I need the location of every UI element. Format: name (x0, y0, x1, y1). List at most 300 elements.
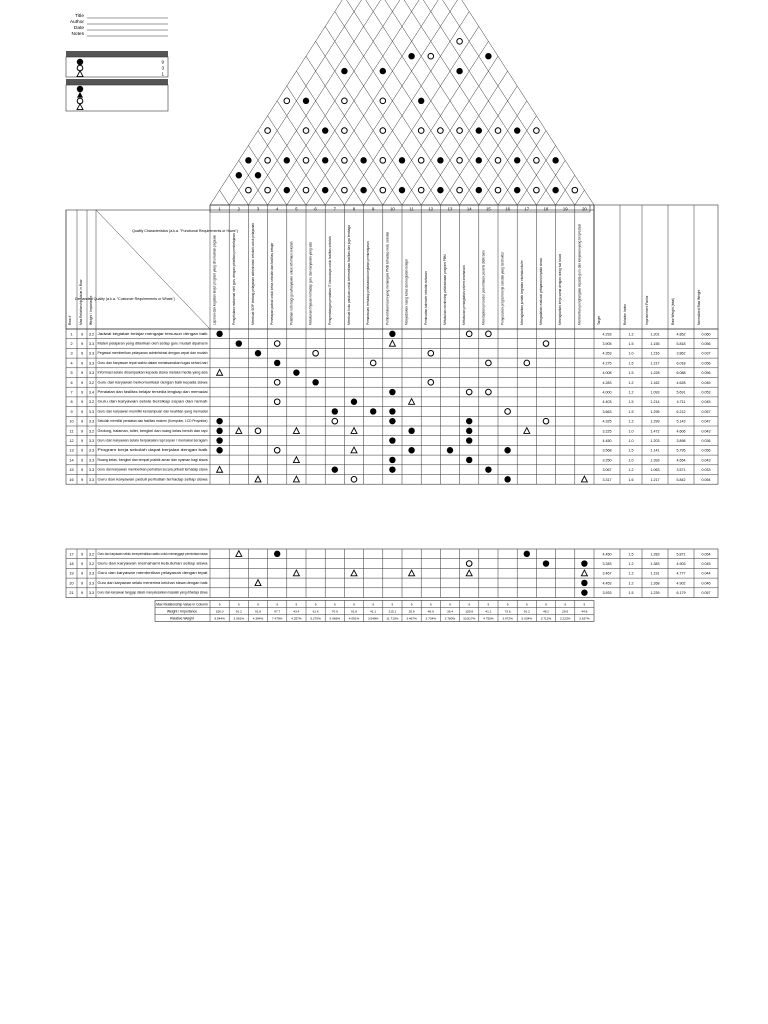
relationship-strong (216, 418, 222, 424)
row-weight: 3.3 (88, 581, 95, 586)
right-value: 1.5 (628, 591, 634, 596)
summary-value: 61.6 (312, 609, 319, 614)
row-weight: 3.3 (88, 571, 95, 576)
column-header (66, 205, 718, 329)
roof-correlation-medium (457, 187, 463, 193)
right-value: 1.5 (628, 409, 634, 414)
demanded-quality-text: Guru dan karyawan peduli perhatian terhadap setiap siswa (97, 477, 208, 482)
row-number: 2 (70, 341, 73, 346)
right-value: 4.902 (676, 581, 686, 586)
summary-value: 3.637% (579, 616, 590, 621)
column-label: Pengelolaan maksimal oleh guru dengan pelatihan pembelajaran (231, 233, 236, 325)
roof-correlation-medium (342, 158, 348, 164)
demanded-quality-text: Guru dan karyawan memahami kebutuhan setiap siswa (97, 561, 208, 566)
summary-value: 4.755% (483, 616, 494, 621)
summary-value: 9 (276, 602, 279, 607)
right-value: 3.862 (676, 351, 686, 356)
roof-correlation-strong (476, 187, 482, 193)
right-value: 6.212 (676, 409, 686, 414)
summary-value: 9 (468, 602, 471, 607)
demanded-quality-text: Guru dan karyawan memberikan perhatian secara pribadi terhadap siswa (97, 467, 208, 472)
roof-line (536, 160, 565, 205)
summary-value: 9 (391, 602, 394, 607)
demanded-quality-text: Materi pelajaran yang diberikan oleh setiap guru mudah dipahami (97, 341, 208, 346)
row-number: 4 (70, 361, 73, 366)
relationship-matrix (66, 329, 718, 598)
right-value: 1.5 (628, 400, 634, 405)
column-label: Pengembangan peralatan IT khususnya untuk fasilitas sekolah (327, 236, 332, 325)
relationship-strong (581, 560, 587, 566)
right-value: 4.777 (676, 571, 686, 576)
roof-correlation-medium (534, 187, 540, 193)
info-block (70, 13, 168, 37)
row-weight: 3.2 (88, 332, 95, 337)
summary-value: 9 (583, 602, 586, 607)
right-value: 3.225 (602, 429, 612, 434)
roof-correlation-strong (514, 157, 520, 163)
roof-correlation-strong (408, 53, 414, 59)
relationship-strong (389, 418, 395, 424)
row-weight: 3.3 (88, 361, 95, 366)
row-weight: 3.3 (88, 458, 95, 463)
relationship-medium (351, 477, 357, 483)
summary-value: 9 (506, 602, 509, 607)
summary-value: 97.7 (274, 609, 281, 614)
table-row (69, 447, 710, 453)
roof-correlation-strong (514, 187, 520, 193)
table-row (70, 360, 710, 366)
roof-line (325, 0, 459, 205)
right-value: 4.852 (676, 332, 686, 337)
relationship-medium (466, 389, 472, 395)
summary-label: Relative Weight (170, 616, 194, 621)
relationship-strong (312, 379, 318, 385)
right-value: 1.203 (650, 438, 660, 443)
column-number: 14 (466, 206, 472, 212)
right-value: 1.239 (650, 591, 660, 596)
summary-value: 91.2 (235, 609, 242, 614)
column-label: Membuat SOP tentang pelayanan administrasi sekolah untuk pelayanan (251, 222, 255, 325)
right-value: 1.0 (628, 351, 634, 356)
right-value: 0.033 (701, 468, 711, 473)
right-value: 1.2 (628, 571, 634, 576)
summary-value: 9 (257, 602, 259, 607)
demanded-quality-text: Peralatan dan fasilitas belajar tersedia lengkap dan memadai (97, 389, 208, 394)
column-number: 5 (295, 206, 298, 212)
right-value: 1.216 (650, 351, 660, 356)
roof-correlation-strong (485, 53, 491, 59)
summary-value: 48.2 (542, 609, 550, 614)
relationship-medium (524, 360, 530, 366)
demanded-quality-text: Gedung, halaman, toilet, bengkel dan ruang kelas bersih dan rapi (97, 428, 208, 433)
right-value: 1.295 (650, 409, 660, 414)
roof-line (354, 0, 498, 205)
right-value: 1.0 (628, 429, 634, 434)
relationship-strong (447, 447, 453, 453)
right-value: 4.000 (602, 390, 612, 395)
right-value: 1.5 (628, 448, 634, 453)
right-value: 1.2 (628, 380, 634, 385)
relationship-strong (332, 466, 338, 472)
right-value: 4.453 (602, 581, 612, 586)
right-value: 0.057 (701, 591, 711, 596)
summary-value: 159.8 (465, 609, 474, 614)
table-row (69, 418, 710, 424)
right-value: 4.711 (676, 400, 686, 405)
row-weight: 3.3 (88, 448, 95, 453)
row-max-relationship: 9 (80, 571, 84, 576)
column-number: 4 (276, 206, 279, 212)
right-value: 0.045 (701, 561, 711, 566)
summary-value: 5.966% (329, 616, 341, 621)
right-value: 3.067 (602, 468, 612, 473)
relationship-weak (351, 428, 357, 434)
summary-value: 3.991% (233, 616, 245, 621)
roof-correlation-strong (552, 157, 558, 163)
roof-correlation-strong (514, 127, 520, 133)
right-value: 0.054 (701, 552, 711, 557)
roof-correlation-strong (456, 68, 462, 74)
relationship-weak (293, 476, 299, 482)
right-value: 3.933 (602, 591, 612, 596)
row-number: 8 (70, 400, 73, 405)
summary-value: 44.8 (581, 609, 588, 614)
column-number: 16 (505, 206, 510, 212)
row-max-relationship: 9 (80, 468, 84, 473)
relationship-strong (216, 437, 222, 443)
right-value: 5.795 (676, 448, 686, 453)
row-max-relationship: 9 (80, 561, 84, 566)
right-value: 1.2 (628, 561, 634, 566)
right-value: 3.905 (602, 341, 612, 346)
right-value: 6.018 (676, 361, 686, 366)
column-number: 9 (372, 206, 375, 212)
demanded-quality-text: Jadwal kegiatan belajar mengajar tersusun dengan baik (97, 331, 208, 336)
right-value: 3.663 (602, 409, 612, 414)
row-number: 6 (70, 380, 73, 385)
right-value: 1.2 (628, 581, 634, 586)
relationship-medium (466, 561, 472, 567)
relationship-weak (351, 447, 357, 453)
demanded-quality-text: Guru dan karyawan selalu menerima keluhan siswa dengan baik (97, 580, 208, 585)
row-weight: 3.2 (88, 552, 95, 557)
summary-value: 70.6 (331, 609, 338, 614)
roof-correlation-strong (418, 98, 424, 104)
summary-value: 3.734% (425, 616, 437, 621)
row-number: 10 (69, 419, 74, 424)
info-label: Title (75, 14, 84, 19)
roof-correlation-strong (437, 187, 443, 193)
right-value: 0.046 (701, 581, 711, 586)
column-number: 20 (582, 206, 587, 212)
roof-correlation-strong (360, 157, 366, 163)
column-label: Penetapan jadwal untuk kelas sekolah dan fasilitas belajar (270, 242, 275, 325)
summary-value: 3.548% (367, 616, 379, 621)
roof-correlation-medium (572, 187, 578, 193)
roof-correlation-medium (495, 128, 501, 134)
roof-correlation-medium (418, 128, 424, 134)
relationship-weak (581, 476, 587, 482)
relationship-strong (466, 428, 472, 434)
relationship-weak (351, 570, 357, 576)
summary-value: 73.6 (504, 609, 511, 614)
summary-value: 9 (218, 602, 221, 607)
right-value: 4.903 (676, 561, 686, 566)
row-max-relationship: 9 (80, 448, 84, 453)
roof-correlation-strong (322, 187, 328, 193)
roof-line (316, 41, 422, 205)
roof-correlation-strong (341, 68, 347, 74)
summary-value: 91.2 (523, 609, 530, 614)
row-weight: 3.4 (88, 390, 95, 395)
demanded-quality-text: Pegawai memberikan pelayanan administrasi dengan cepat dan mudah (97, 351, 208, 356)
row-weight: 3.2 (88, 561, 95, 566)
relationship-weak (581, 570, 587, 576)
table-row (70, 350, 710, 356)
right-value: 0.043 (701, 429, 711, 434)
demanded-quality-header: Demanded Quality (a.k.a. "Customer Requirements or Whats") (75, 297, 175, 301)
right-value: 4.606 (676, 429, 686, 434)
column-label: Pembentukan team yang menangani PMB terhadap mutu sekolah (385, 231, 390, 325)
legend-value: 1 (161, 71, 164, 77)
right-value: 1.5 (628, 361, 634, 366)
column-label: Mengadakan evaluasi pelayanan kepada siswa (539, 258, 543, 325)
relationship-medium (505, 409, 511, 415)
summary-value: 9 (429, 602, 432, 607)
row-weight: 3.3 (88, 438, 95, 443)
summary-value: 91.8 (254, 609, 262, 614)
relationship-medium (466, 331, 472, 337)
summary-value: 5.534% (521, 616, 533, 621)
column-number: 13 (447, 206, 453, 212)
row-max-relationship: 9 (80, 380, 84, 385)
roof-correlation-medium (380, 187, 386, 193)
column-label: Memberikan penghargaan kepada guru dan karyawan yang berprestasi (577, 223, 582, 325)
demanded-quality-text: Guru dan karyawan tanggap dalam menyelesaikan masalah yang dihadapi siswa (97, 590, 208, 595)
table-row (70, 399, 710, 405)
relationship-strong (389, 457, 395, 463)
right-value: 5.871 (676, 552, 686, 557)
relationship-medium (428, 380, 434, 386)
right-value: 4.450 (602, 552, 612, 557)
row-max-relationship: 9 (80, 429, 84, 434)
relationship-medium (428, 350, 434, 356)
relationship-medium (543, 341, 549, 347)
column-number: 11 (409, 206, 414, 212)
column-label: Meningkatkan kerja sama dengan orang tua siswa (558, 253, 563, 325)
row-number: 11 (69, 429, 74, 434)
table-row (70, 331, 710, 337)
right-value: 1.141 (650, 448, 660, 453)
roof-correlation-strong (552, 187, 558, 193)
row-max-relationship: 9 (80, 371, 84, 376)
roof-correlation-medium (342, 98, 348, 104)
relationship-medium (274, 399, 280, 405)
legend-value: 3 (161, 65, 164, 71)
demanded-quality-text: Ruang kelas, bengkel dan tempat praktik aman dan nyaman bagi siswa (97, 457, 208, 462)
legend-symbol-strong (77, 86, 83, 92)
relationship-weak (236, 551, 242, 557)
summary-value: 4.394% (252, 616, 264, 621)
roof-correlation-strong (303, 98, 309, 104)
roof-correlation-medium (246, 187, 252, 193)
summary-value: 9 (372, 602, 375, 607)
relationship-strong (389, 437, 395, 443)
legend-bar (66, 51, 168, 57)
roof-line (402, 0, 594, 205)
right-value: 3.317 (602, 477, 612, 482)
row-max-relationship: 9 (80, 552, 84, 557)
summary-value: 2.780% (444, 616, 456, 621)
relationship-strong (370, 408, 376, 414)
right-value: 1.217 (650, 361, 660, 366)
column-label: Menetapkan prosedur penerimaan peserta didik baru (481, 250, 486, 325)
right-value: 5.842 (676, 477, 686, 482)
right-value: 1.201 (650, 332, 660, 337)
relationship-medium (255, 428, 261, 434)
column-number: 12 (428, 206, 434, 212)
table-row (69, 551, 710, 557)
relationship-weak (409, 399, 415, 405)
table-row (69, 580, 710, 586)
row-max-relationship: 9 (80, 477, 84, 482)
summary-value: 11.713% (386, 616, 399, 621)
relationship-strong (389, 331, 395, 337)
summary-label: Max Relationship Value in Column (156, 602, 208, 607)
roof-line (383, 41, 489, 205)
right-value: 1.268 (650, 581, 660, 586)
right-header-label: Relative Index (623, 304, 627, 325)
right-value: 0.056 (701, 341, 711, 346)
relationship-medium (543, 418, 549, 424)
summary-value: 2.222% (559, 616, 571, 621)
demanded-quality-text: Guru dan karyawan memiliki kemampuan dan keahlian yang memadai (97, 409, 208, 414)
quality-characteristics-header: Quality Characteristics (a.k.a. "Functional Requirements or Hows") (132, 229, 238, 233)
right-value: 3.568 (602, 448, 612, 453)
row-number: 12 (69, 438, 74, 443)
roof-correlation-strong (236, 172, 242, 178)
relationship-weak (255, 476, 261, 482)
summary-value: 9 (353, 602, 355, 607)
relationship-weak (466, 570, 472, 576)
column-label: Pemantauan terhadap pelaksanaan kegiatan pembelajaran (366, 241, 371, 325)
right-value: 1.2 (628, 419, 634, 424)
right-value: 4.325 (602, 419, 612, 424)
column-number: 7 (333, 206, 336, 212)
row-weight: 3.2 (88, 380, 95, 385)
right-value: 3.283 (602, 561, 612, 566)
right-value: 0.045 (701, 400, 711, 405)
right-value: 1.191 (650, 571, 660, 576)
summary-value: 215.1 (388, 609, 397, 614)
right-value: 3.571 (676, 468, 686, 473)
right-value: 4.403 (602, 400, 612, 405)
roof-correlation-strong (284, 187, 290, 193)
demanded-quality-text: Sekolah memiliki peralatan dan fasilitas modern (Komputer, LCD Proyektor) (97, 419, 208, 424)
correlation-roof (210, 0, 594, 205)
roof-correlation-medium (418, 158, 424, 164)
column-number: 6 (314, 206, 317, 212)
right-value: 1.5 (628, 341, 634, 346)
summary-value: 7.479% (271, 616, 283, 621)
row-number: 5 (70, 371, 73, 376)
right-header-label: Target (597, 315, 601, 325)
row-number: 15 (69, 468, 74, 473)
row-max-relationship: 9 (80, 591, 84, 596)
table-row (70, 428, 711, 434)
summary-value: 3.467% (406, 616, 417, 621)
relationship-weak (389, 340, 395, 346)
relationship-medium (274, 447, 280, 453)
roof-correlation-strong (284, 157, 290, 163)
right-value: 3.250 (602, 458, 612, 463)
roof-correlation-medium (265, 158, 271, 164)
row-weight: 3.3 (88, 468, 95, 473)
right-value: 1.093 (650, 390, 660, 395)
roof-lines (210, 0, 594, 205)
info-label: Date (73, 26, 84, 31)
column-number: 8 (352, 206, 356, 212)
row-weight: 3.2 (88, 429, 95, 434)
roof-line (421, 71, 507, 205)
roof-correlation-medium (418, 187, 424, 193)
summary-value: 3.712% (540, 616, 552, 621)
summary-value: 3.972% (502, 616, 513, 621)
roof-line (239, 160, 268, 205)
relationship-strong (389, 466, 395, 472)
right-value: 1.299 (650, 419, 660, 424)
relationship-weak (293, 457, 299, 463)
roof-correlation-strong (399, 157, 405, 163)
roof-line (373, 0, 536, 205)
row-max-relationship: 9 (80, 400, 84, 405)
roof-correlation-medium (457, 128, 463, 134)
roof-correlation-medium (380, 128, 386, 134)
relationship-strong (389, 389, 395, 395)
row-number: 21 (69, 591, 74, 596)
right-value: 0.057 (701, 409, 711, 414)
demanded-quality-text: Guru dan karyawan selalu memperhatikan waktu untuk menanggapi permintaan siswa (97, 551, 208, 556)
right-value: 6.179 (676, 591, 686, 596)
right-value: 6.088 (676, 371, 686, 376)
right-value: 0.037 (701, 351, 711, 356)
relationship-weak (524, 428, 530, 434)
row-max-relationship: 9 (80, 419, 84, 424)
row-weight: 3.2 (88, 400, 95, 405)
column-number: 10 (390, 206, 395, 212)
row-weight: 3.3 (88, 477, 95, 482)
summary-value: 36.4 (446, 609, 454, 614)
right-value: 1.383 (650, 561, 660, 566)
right-value: 1.228 (650, 371, 660, 376)
column-number: 2 (237, 206, 240, 212)
weight-header: Weight / Importance (89, 295, 93, 325)
table-row (69, 437, 710, 443)
relationship-weak (293, 428, 299, 434)
right-value: 3.898 (676, 438, 686, 443)
column-label: Pelatihan rutin bagi guru/karyawan untuk informasi sekolah (289, 241, 294, 325)
column-number: 1 (218, 206, 221, 212)
row-number: 13 (69, 448, 74, 453)
relationship-strong (408, 447, 414, 453)
summary-value: 41.1 (485, 609, 492, 614)
table-row (70, 408, 710, 414)
relationship-weak (217, 369, 223, 375)
demanded-quality-text: Guru dan karyawan berkomunikasi dengan baik kepada siswa (97, 380, 208, 385)
summary-value: 9 (295, 602, 298, 607)
row-max-relationship: 9 (80, 351, 84, 356)
roof-correlation-medium (534, 128, 540, 134)
